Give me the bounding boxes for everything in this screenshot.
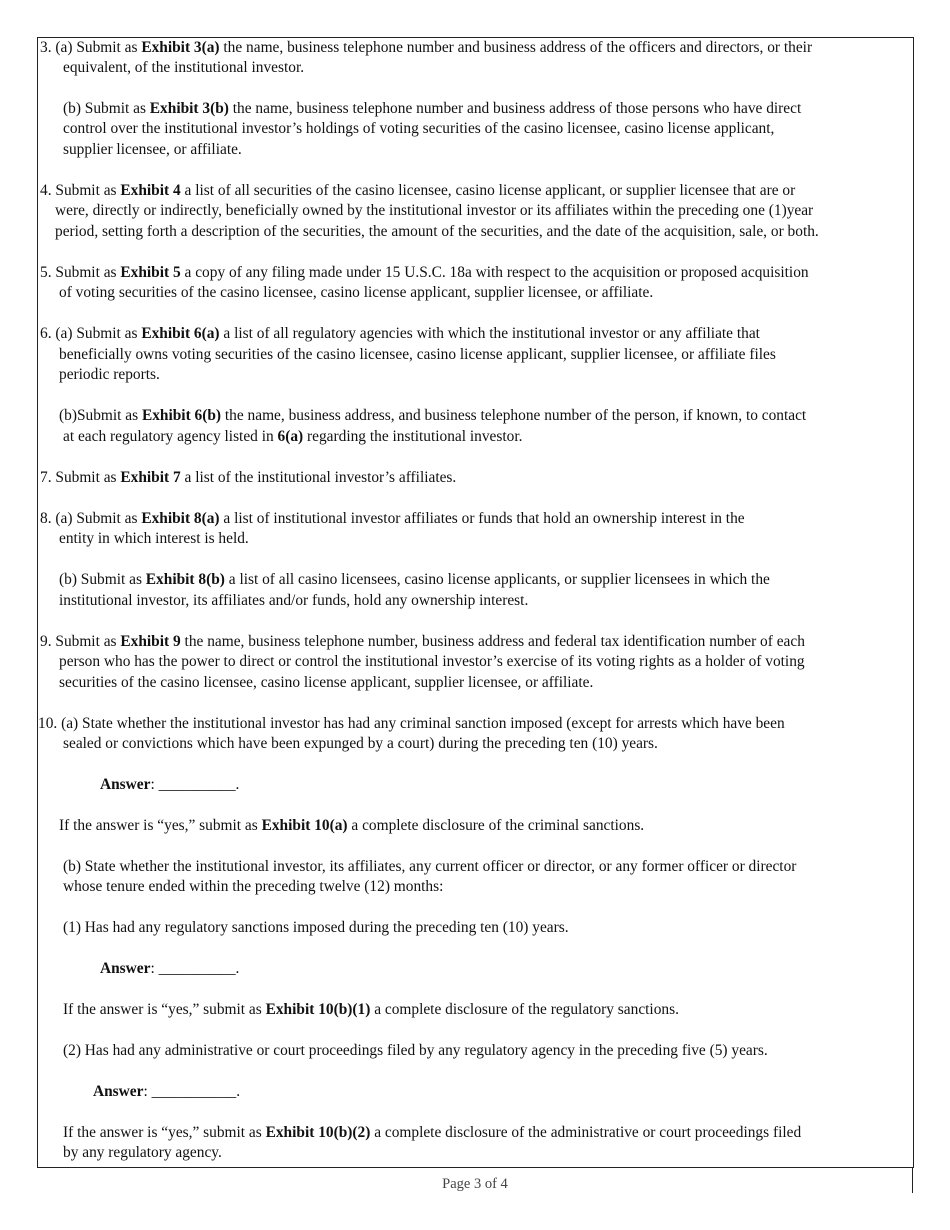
item-10b1-answer[interactable]: Answer: __________. bbox=[100, 960, 240, 977]
item-10b1-if-yes: If the answer is “yes,” submit as Exhibit 10(b)(1) a complete disclosure of the regulatory sanctions. bbox=[63, 1001, 679, 1018]
item-3b-line-1: (b) Submit as Exhibit 3(b) the name, business telephone number and business address of those persons who have direct bbox=[63, 100, 802, 117]
item-3b-line-3: supplier licensee, or affiliate. bbox=[63, 141, 242, 158]
item-3a-line-1: 3. (a) Submit as Exhibit 3(a) the name, business telephone number and business address of the officers and directors, or their bbox=[40, 39, 813, 56]
item-10b1-line: (1) Has had any regulatory sanctions imposed during the preceding ten (10) years. bbox=[63, 919, 569, 936]
page-number: Page 3 of 4 bbox=[442, 1176, 508, 1192]
item-5-line-2: of voting securities of the casino licensee, casino license applicant, supplier licensee, or affiliate. bbox=[59, 284, 654, 301]
item-10b2-if-yes-cont: by any regulatory agency. bbox=[63, 1144, 222, 1161]
item-9-line-1: 9. Submit as Exhibit 9 the name, business telephone number, business address and federal tax identification number of each bbox=[40, 633, 805, 650]
item-9-line-3: securities of the casino licensee, casino license applicant, supplier licensee, or affiliate. bbox=[59, 674, 594, 691]
item-10a-answer[interactable]: Answer: __________. bbox=[100, 776, 240, 793]
item-10b-line-1: (b) State whether the institutional investor, its affiliates, any current officer or director, or any former officer or director bbox=[63, 858, 797, 875]
item-8a-line-2: entity in which interest is held. bbox=[59, 530, 249, 547]
item-5-line-1: 5. Submit as Exhibit 5 a copy of any filing made under 15 U.S.C. 18a with respect to the acquisition or proposed acquisition bbox=[40, 264, 809, 281]
item-6a-line-1: 6. (a) Submit as Exhibit 6(a) a list of all regulatory agencies with which the institutional investor or any affiliate that bbox=[40, 325, 760, 342]
item-10b-line-2: whose tenure ended within the preceding twelve (12) months: bbox=[63, 878, 444, 895]
item-8b-line-2: institutional investor, its affiliates and/or funds, hold any ownership interest. bbox=[59, 592, 529, 609]
item-8a-line-1: 8. (a) Submit as Exhibit 8(a) a list of institutional investor affiliates or funds that hold an ownership interest in the bbox=[40, 510, 745, 527]
item-9-line-2: person who has the power to direct or control the institutional investor’s exercise of its voting rights as a holder of voting bbox=[59, 653, 805, 670]
item-10b2-line: (2) Has had any administrative or court proceedings filed by any regulatory agency in the preceding five (5) years. bbox=[63, 1042, 768, 1059]
item-10a-line-2: sealed or convictions which have been expunged by a court) during the preceding ten (10) years. bbox=[63, 735, 658, 752]
item-10a-if-yes: If the answer is “yes,” submit as Exhibit 10(a) a complete disclosure of the criminal sanctions. bbox=[59, 817, 645, 834]
item-4-line-2: were, directly or indirectly, beneficially owned by the institutional investor or its affiliates within the preceding one (1)year bbox=[55, 202, 814, 219]
item-6a-line-2: beneficially owns voting securities of the casino licensee, casino license applicant, supplier licensee, or affiliate files bbox=[59, 346, 776, 363]
item-3b-line-2: control over the institutional investor’s holdings of voting securities of the casino licensee, casino license applicant, bbox=[63, 120, 775, 137]
item-6b-line-1: (b)Submit as Exhibit 6(b) the name, business address, and business telephone number of the person, if known, to contact bbox=[59, 407, 807, 424]
item-6a-line-3: periodic reports. bbox=[59, 366, 160, 383]
item-10a-line-1: 10. (a) State whether the institutional investor has had any criminal sanction imposed (except for arrests which have been bbox=[38, 715, 785, 732]
document-border-bottom bbox=[37, 1167, 914, 1168]
item-3a-line-2: equivalent, of the institutional investor. bbox=[63, 59, 305, 76]
item-4-line-3: period, setting forth a description of the securities, the amount of the securities, and the date of the acquisition, sale, or both. bbox=[55, 223, 819, 240]
item-10b2-answer[interactable]: Answer: ___________. bbox=[93, 1083, 241, 1100]
item-8b-line-1: (b) Submit as Exhibit 8(b) a list of all casino licensees, casino license applicants, or supplier licensees in which the bbox=[59, 571, 770, 588]
item-10b2-if-yes: If the answer is “yes,” submit as Exhibit 10(b)(2) a complete disclosure of the administrative or court proceedings filed bbox=[63, 1124, 802, 1141]
item-4-line-1: 4. Submit as Exhibit 4 a list of all securities of the casino licensee, casino license applicant, or supplier licensee that are or bbox=[40, 182, 796, 199]
item-6b-line-2: at each regulatory agency listed in 6(a) regarding the institutional investor. bbox=[63, 428, 523, 445]
item-7-line-1: 7. Submit as Exhibit 7 a list of the institutional investor’s affiliates. bbox=[40, 469, 457, 486]
